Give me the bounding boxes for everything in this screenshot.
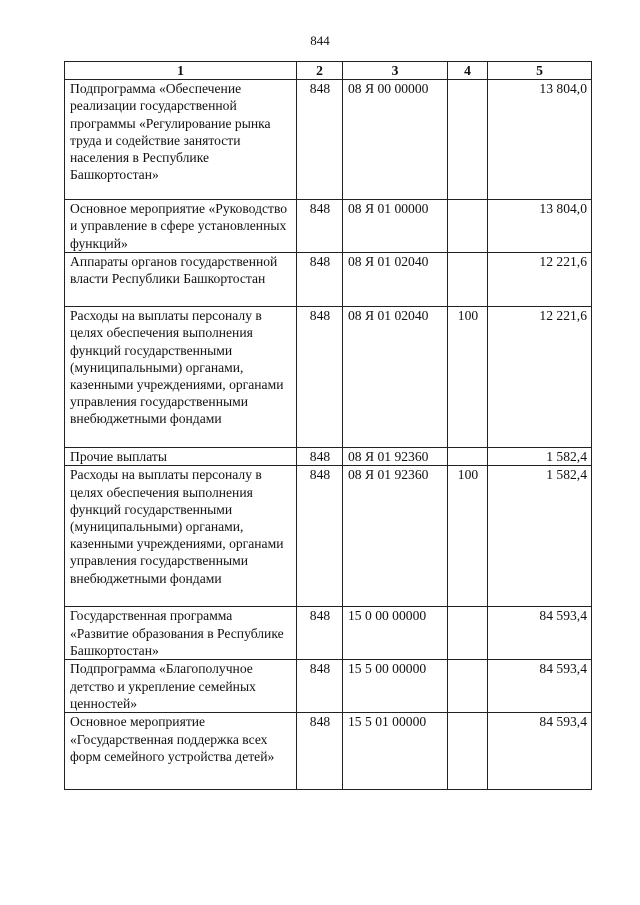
header-col-3: 3 (343, 62, 448, 80)
row-code: 848 (297, 607, 343, 660)
row-name: Подпрограмма «Обеспечение реализации государственной программы «Регулирование рынка труда и содействие занятости населения в Республике Башкортостан» (65, 80, 297, 200)
table-row (65, 253, 592, 307)
row-name: Прочие выплаты (65, 448, 297, 466)
row-sum: 12 221,6 (488, 307, 592, 448)
row-expense-type (448, 253, 488, 307)
row-expense-type (448, 200, 488, 253)
row-code: 848 (297, 448, 343, 466)
table-row (65, 200, 592, 253)
header-col-5: 5 (488, 62, 592, 80)
row-sum: 1 582,4 (488, 448, 592, 466)
row-name: Основное мероприятие «Руководство и управление в сфере установленных функций» (65, 200, 297, 253)
row-sum: 1 582,4 (488, 466, 592, 607)
row-name: Государственная программа «Развитие образования в Республике Башкортостан» (65, 607, 297, 660)
row-target-article: 15 5 01 00000 (343, 713, 448, 790)
row-expense-type (448, 713, 488, 790)
row-name: Основное мероприятие «Государственная поддержка всех форм семейного устройства детей» (65, 713, 297, 790)
table-row (65, 307, 592, 448)
table-row (65, 448, 592, 466)
row-expense-type (448, 80, 488, 200)
header-col-1: 1 (65, 62, 297, 80)
row-name: Аппараты органов государственной власти Республики Башкортостан (65, 253, 297, 307)
row-target-article: 08 Я 01 92360 (343, 466, 448, 607)
row-expense-type (448, 607, 488, 660)
row-code: 848 (297, 307, 343, 448)
row-target-article: 08 Я 01 00000 (343, 200, 448, 253)
table-row (65, 80, 592, 200)
row-sum: 84 593,4 (488, 713, 592, 790)
table-header-row (65, 62, 592, 80)
row-code: 848 (297, 660, 343, 713)
row-expense-type (448, 660, 488, 713)
row-sum: 13 804,0 (488, 200, 592, 253)
row-target-article: 08 Я 01 92360 (343, 448, 448, 466)
row-target-article: 15 0 00 00000 (343, 607, 448, 660)
row-sum: 84 593,4 (488, 660, 592, 713)
row-code: 848 (297, 253, 343, 307)
row-code: 848 (297, 713, 343, 790)
row-target-article: 15 5 00 00000 (343, 660, 448, 713)
row-code: 848 (297, 200, 343, 253)
row-code: 848 (297, 466, 343, 607)
row-target-article: 08 Я 01 02040 (343, 253, 448, 307)
row-sum: 84 593,4 (488, 607, 592, 660)
row-name: Расходы на выплаты персоналу в целях обеспечения выполнения функций государственными (муниципальными) органами, казенными учреждениями, органами управления государственными внебюджетными фондами (65, 307, 297, 448)
table-row (65, 466, 592, 607)
header-col-4: 4 (448, 62, 488, 80)
table-row (65, 607, 592, 660)
row-name: Расходы на выплаты персоналу в целях обеспечения выполнения функций государственными (муниципальными) органами, казенными учреждениями, органами управления государственными внебюджетными фондами (65, 466, 297, 607)
header-col-2: 2 (297, 62, 343, 80)
row-expense-type: 100 (448, 466, 488, 607)
page-number: 844 (310, 33, 330, 48)
row-code: 848 (297, 80, 343, 200)
table-row (65, 660, 592, 713)
row-name: Подпрограмма «Благополучное детство и укрепление семейных ценностей» (65, 660, 297, 713)
budget-table (64, 61, 592, 790)
row-sum: 13 804,0 (488, 80, 592, 200)
row-target-article: 08 Я 00 00000 (343, 80, 448, 200)
row-sum: 12 221,6 (488, 253, 592, 307)
table-row (65, 713, 592, 790)
row-target-article: 08 Я 01 02040 (343, 307, 448, 448)
row-expense-type: 100 (448, 307, 488, 448)
row-expense-type (448, 448, 488, 466)
